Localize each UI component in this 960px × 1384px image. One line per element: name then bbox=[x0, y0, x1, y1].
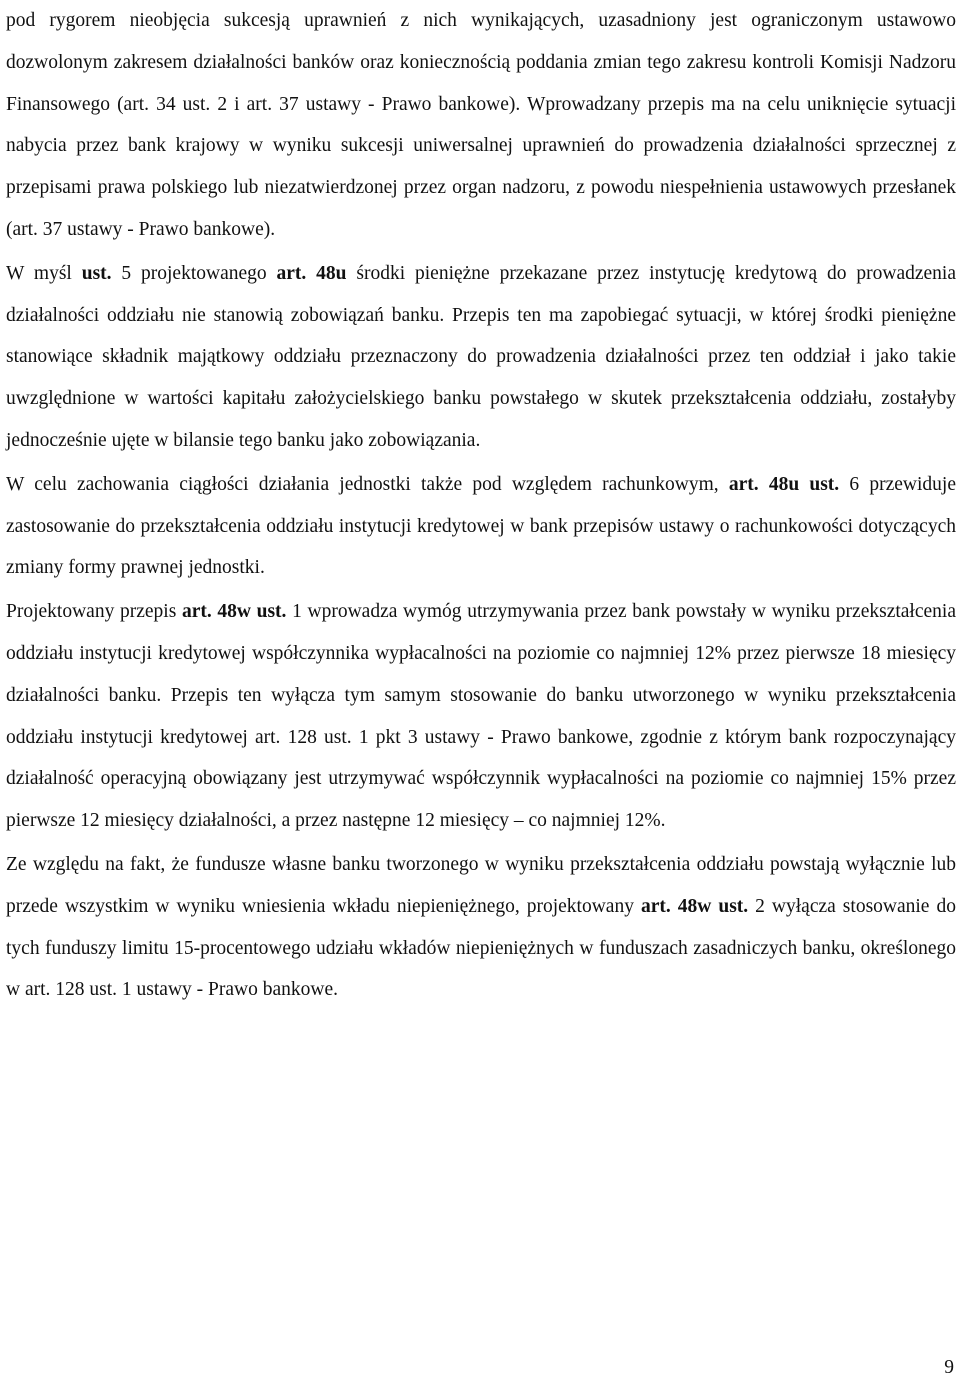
paragraph-4 bbox=[6, 591, 956, 842]
paragraph-2 bbox=[6, 253, 956, 462]
text-run: 6 przewiduje zastosowanie do przekształcenia oddziału instytucji kredytowej w bank przepisów ustawy o rachunkowości dotyczących zmiany formy prawnej jednostki. bbox=[6, 473, 956, 579]
text-run: pod rygorem nieobjęcia sukcesją uprawnień z nich wynikających, uzasadniony jest ograniczonym ustawowo dozwolonym zakresem działalności banków oraz koniecznością poddania zmian tego zakresu kontroli Komisji Nadzoru Finansowego (art. 34 ust. 2 i art. 37 ustawy - Prawo bankowe). Wprowadzany przepis ma na celu uniknięcie sytuacji nabycia przez bank krajowy w wyniku sukcesji uniwersalnej uprawnień do prowadzenia działalności sprzecznej z przepisami prawa polskiego lub niezatwierdzonej przez organ nadzoru, z powodu niespełnienia ustawowych przesłanek (art. 37 ustawy - Prawo bankowe). bbox=[6, 10, 956, 240]
bold-reference: ust. bbox=[81, 262, 112, 284]
paragraph-1 bbox=[6, 0, 956, 251]
paragraph-3 bbox=[6, 464, 956, 589]
text-run: 2 wyłącza stosowanie do tych funduszy limitu 15-procentowego udziału wkładów niepieniężnych w funduszach zasadniczych banku, określonego w art. 128 ust. 1 ustawy - Prawo bankowe. bbox=[6, 895, 956, 1001]
text-run: Projektowany przepis bbox=[6, 601, 182, 623]
document-page bbox=[6, 0, 956, 1011]
bold-reference: 48u bbox=[316, 262, 347, 284]
text-run: środki pieniężne przekazane przez instytucję kredytową do prowadzenia działalności oddziału nie stanowią zobowiązań banku. Przepis ten ma zapobiegać sytuacji, w której środki pieniężne stanowiące składnik majątkowy oddziału przeznaczony do prowadzenia działalności przez ten oddział i jako takie uwzględnione w wartości kapitału założycielskiego banku powstałego w skutek przekształcenia oddziału, zostałyby jednocześnie ujęte w bilansie tego banku jako zobowiązania. bbox=[6, 262, 957, 451]
text-run bbox=[306, 263, 316, 284]
paragraph-5 bbox=[6, 844, 956, 1011]
text-run: 5 projektowanego bbox=[111, 262, 277, 284]
bold-reference: art. 48w ust. bbox=[640, 895, 749, 917]
bold-reference: art. 48w ust. bbox=[181, 601, 287, 623]
text-run: Ze względu na fakt, że fundusze własne banku tworzonego w wyniku przekształcenia oddziału powstają wyłącznie lub przede wszystkim w wyniku wniesienia wkładu niepieniężnego, projektowany bbox=[6, 853, 956, 917]
text-run: W myśl bbox=[6, 262, 82, 284]
bold-reference: art. 48u ust. bbox=[728, 473, 840, 495]
text-run: 1 wprowadza wymóg utrzymywania przez bank powstały w wyniku przekształcenia oddziału instytucji kredytowej współczynnika wypłacalności na poziomie co najmniej 12% przez pierwsze 18 miesięcy działalności banku. Przepis ten wyłącza tym samym stosowanie do banku utworzonego w wyniku przekształcenia oddziału instytucji kredytowej art. 128 ust. 1 pkt 3 ustawy - Prawo bankowe, zgodnie z którym bank rozpoczynający działalność operacyjną obowiązany jest utrzymywać współczynnik wypłacalności na poziomie co najmniej 15% przez pierwsze 12 miesięcy działalności, a przez następne 12 miesięcy – co najmniej 12%. bbox=[6, 601, 956, 832]
bold-reference: art. bbox=[276, 262, 307, 284]
text-run: W celu zachowania ciągłości działania jednostki także pod względem rachunkowym, bbox=[6, 473, 729, 495]
page-number: 9 bbox=[944, 1357, 954, 1378]
